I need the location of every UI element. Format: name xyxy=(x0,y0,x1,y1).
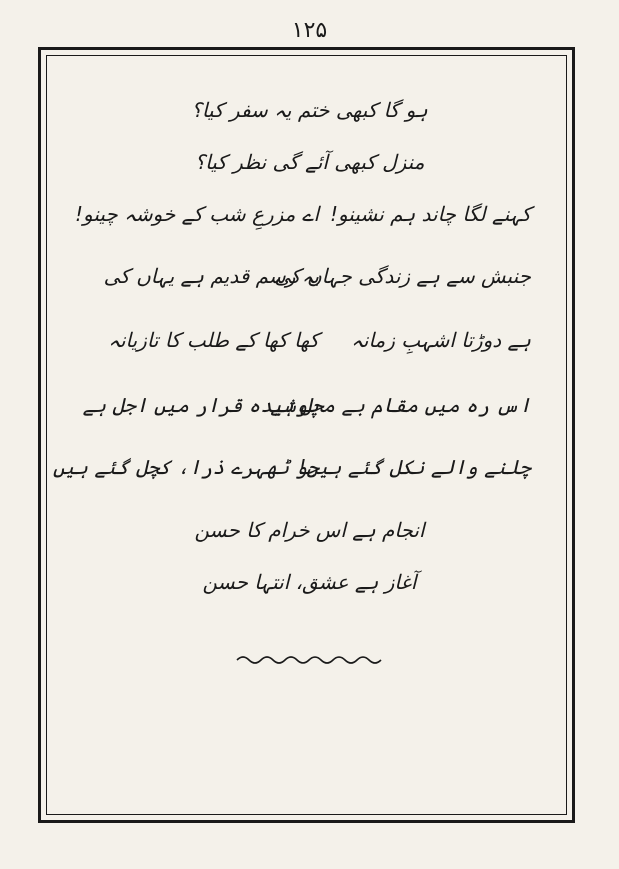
couplet-2-left: یہ رسم قدیم ہے یہاں کی xyxy=(103,264,319,288)
couplet-1-right: کہنے لگا چاند ہم نشینو! xyxy=(329,202,531,226)
opening-line-1: ہو گا کبھی ختم یہ سفر کیا؟ xyxy=(191,98,428,122)
closing-line-2: آغاز ہے عشق، انتہا حسن xyxy=(202,570,417,594)
wavy-divider-ornament xyxy=(235,652,385,668)
page-number: ۱۲۵ xyxy=(291,18,328,43)
couplet-2-right: جنبش سے ہے زندگی جہاں کی xyxy=(274,264,531,288)
opening-line-2: منزل کبھی آئے گی نظر کیا؟ xyxy=(194,150,425,174)
couplet-5-right: چلنے والے نکل گئے ہیں! xyxy=(298,455,531,479)
couplet-4-right: اس رہ میں مقام بے محل ہے xyxy=(270,393,531,417)
couplet-1-left: اے مزرعِ شب کے خوشہ چینو! xyxy=(75,202,319,226)
couplet-3-right: ہے دوڑتا اشہبِ زمانہ xyxy=(351,328,531,352)
couplet-4-left: پوشیدہ قرار میں اجل ہے xyxy=(82,393,319,417)
couplet-5-left: جو ٹھہرے ذرا، کچل گئے ہیں xyxy=(52,455,319,479)
closing-line-1: انجام ہے اس خرام کا حسن xyxy=(194,518,425,542)
couplet-3-left: کھا کھا کے طلب کا تازیانہ xyxy=(108,328,319,352)
